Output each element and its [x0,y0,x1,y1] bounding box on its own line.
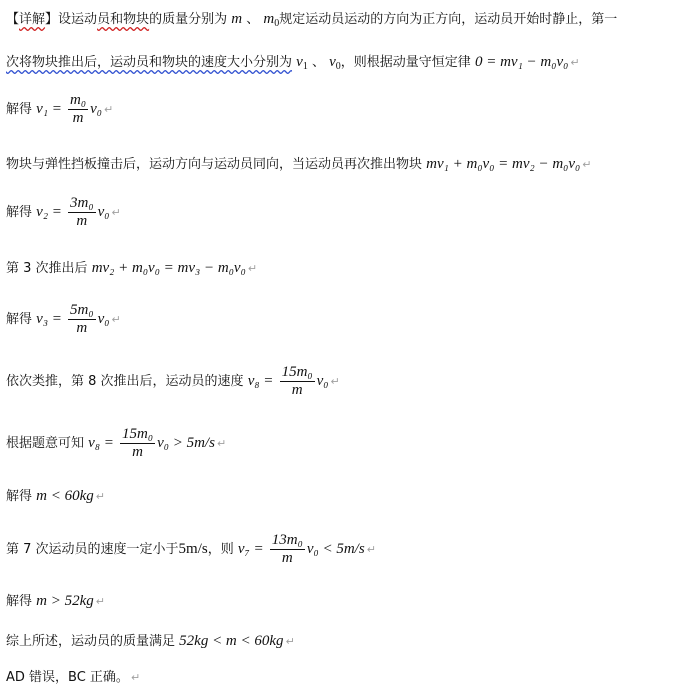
text: 物块与弹性挡板撞击后，运动方向与运动员同向，当运动员再次推出物块 [6,157,423,172]
equation-lhs: v₈ = [88,435,114,451]
text: 次将物块推出后，运动员和物块的速度大小分别为 [6,55,293,70]
var-v0: $v_0$ [329,54,341,72]
equation: mv₁ + m₀v₀ = mv₂ − m₀v₀ [426,156,581,172]
fraction: $\frac{\text{13m₀}}{m}$ [271,532,303,566]
return-mark: ↵ [95,490,105,503]
return-mark: ↵ [247,262,258,275]
text: 依次类推，第 8 次推出后，运动员的速度 [6,374,244,389]
text: 解得 [6,102,33,117]
equation-lhs: v₁ = [36,101,62,117]
text: 设运动 [58,12,98,27]
return-mark: ↵ [330,375,340,388]
fraction: $\frac{\text{m₀}}{m}$ [70,92,87,126]
line-2 [6,52,580,77]
line-11 [6,532,376,567]
fraction: $\frac{\text{15m₀}}{m}$ [122,426,154,460]
equation-tail: v₀ [97,204,110,220]
bracket-right: 】 [45,12,59,27]
equation-lhs: v₈ = [247,373,274,389]
var-m: m [231,11,243,27]
return-mark: ↵ [570,56,580,69]
line-1 [6,9,617,34]
heading-detail: 详解 [19,12,46,27]
line-14 [6,668,140,688]
var-m0: $m_0$ [263,11,280,29]
equation: m > 52kg [36,593,94,609]
text: ，则 [207,542,234,557]
conclusion: AD 错误，BC 正确。 [6,670,129,685]
return-mark: ↵ [111,206,121,219]
text: 解得 [6,312,33,327]
return-mark: ↵ [216,437,227,450]
text: 的质量分别为 [149,12,228,27]
line-8 [6,364,340,399]
line-12 [6,591,105,612]
fraction: $\frac{\text{3m₀}}{m}$ [70,195,94,229]
line-3 [6,92,113,127]
equation-lhs: v₃ = [36,311,62,327]
equation: mv₂ + m₀v₀ = mv₃ − m₀v₀ [91,260,246,276]
text: 根据题意可知 [6,436,85,451]
return-mark: ↵ [111,313,121,326]
line-13 [6,631,295,652]
line-7 [6,302,121,337]
return-mark: ↵ [103,103,114,116]
return-mark: ↵ [130,671,141,684]
line-4 [6,154,592,175]
equation: 0 = mv₁ − m₀v₀ [474,54,569,70]
equation-tail: v₀ [97,311,110,327]
equation-tail: v₀ < 5m/s [306,541,365,557]
equation-tail: v₀ > 5m/s [157,435,215,451]
text: 解得 [6,205,33,220]
return-mark: ↵ [95,595,105,608]
equation-lhs: v₇ = [237,541,264,557]
var-v1: $v_1$ [296,54,308,72]
line-5 [6,195,121,230]
line-10 [6,486,105,507]
line-9 [6,426,226,461]
bracket-left: 【 [6,12,20,27]
text: 规定运动员运动的方向为正方向，运动员开始时静止，第一 [279,12,618,27]
return-mark: ↵ [366,543,376,556]
text: 第 3 次推出后 [6,261,88,276]
return-mark: ↵ [285,635,295,648]
fraction: $\frac{\text{15m₀}}{m}$ [281,364,313,398]
equation-lhs: v₂ = [36,204,62,220]
line-6 [6,258,257,279]
text: 综上所述，运动员的质量满足 [6,634,176,649]
fraction: $\frac{\text{5m₀}}{m}$ [70,302,94,336]
separator: 、 [246,12,260,27]
text: 解得 [6,489,33,504]
equation-tail: v₀ [316,373,329,389]
text: ，则根据动量守恒定律 [340,55,471,70]
return-mark: ↵ [582,158,592,171]
speed-value: 5m/s [178,541,208,557]
equation: m < 60kg [36,488,94,504]
separator: 、 [311,55,325,70]
text: 解得 [6,594,33,609]
equation: 52kg < m < 60kg [179,633,284,649]
text-underlined: 员和物块 [97,12,150,27]
text: 第 7 次运动员的速度一定小于 [6,542,179,557]
equation-tail: v₀ [90,101,102,117]
